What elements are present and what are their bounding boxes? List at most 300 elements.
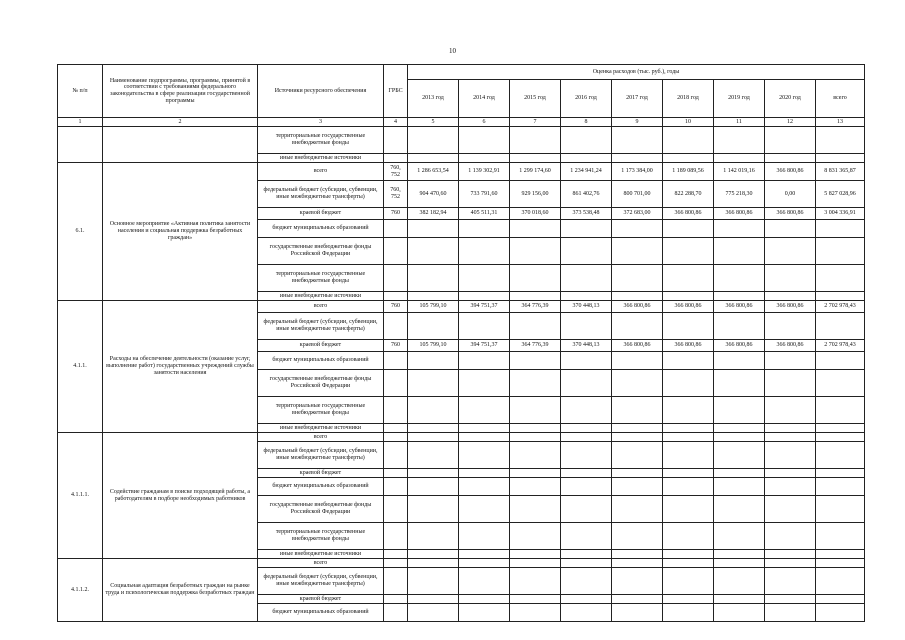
value-cell bbox=[765, 292, 816, 301]
value-cell bbox=[459, 238, 510, 265]
value-cell bbox=[561, 424, 612, 433]
value-cell bbox=[816, 469, 865, 478]
value-cell: 366 800,86 bbox=[663, 208, 714, 220]
item-name: Основное мероприятие «Активная политика занятости населения и социальная поддержка безработных граждан» bbox=[103, 163, 258, 301]
header-year: 2013 год bbox=[408, 80, 459, 118]
value-cell bbox=[459, 496, 510, 523]
value-cell bbox=[816, 352, 865, 370]
value-cell bbox=[765, 442, 816, 469]
value-cell bbox=[612, 433, 663, 442]
column-number: 5 bbox=[408, 118, 459, 127]
value-cell bbox=[561, 604, 612, 622]
value-cell: 366 800,86 bbox=[765, 163, 816, 181]
value-cell bbox=[459, 469, 510, 478]
value-cell bbox=[459, 559, 510, 568]
source-cell: краевой бюджет bbox=[258, 340, 384, 352]
value-cell bbox=[816, 550, 865, 559]
source-cell: территориальные государственные внебюджетные фонды bbox=[258, 265, 384, 292]
value-cell bbox=[459, 313, 510, 340]
value-cell bbox=[663, 478, 714, 496]
value-cell bbox=[714, 397, 765, 424]
value-cell bbox=[816, 154, 865, 163]
table-row bbox=[58, 433, 865, 442]
source-cell: иные внебюджетные источники bbox=[258, 424, 384, 433]
value-cell: 370 448,13 bbox=[561, 340, 612, 352]
value-cell bbox=[561, 478, 612, 496]
value-cell bbox=[765, 424, 816, 433]
value-cell bbox=[408, 442, 459, 469]
value-cell bbox=[408, 604, 459, 622]
value-cell: 366 800,86 bbox=[663, 301, 714, 313]
grbs-cell bbox=[384, 433, 408, 442]
header-year: всего bbox=[816, 80, 865, 118]
grbs-cell bbox=[384, 352, 408, 370]
value-cell bbox=[510, 154, 561, 163]
value-cell bbox=[612, 220, 663, 238]
value-cell bbox=[510, 397, 561, 424]
value-cell bbox=[561, 370, 612, 397]
value-cell bbox=[663, 424, 714, 433]
value-cell bbox=[714, 478, 765, 496]
value-cell bbox=[816, 265, 865, 292]
value-cell bbox=[459, 397, 510, 424]
value-cell: 929 156,00 bbox=[510, 181, 561, 208]
column-number: 8 bbox=[561, 118, 612, 127]
value-cell bbox=[612, 550, 663, 559]
value-cell bbox=[765, 265, 816, 292]
grbs-cell bbox=[384, 523, 408, 550]
value-cell: 8 831 365,87 bbox=[816, 163, 865, 181]
value-cell bbox=[510, 568, 561, 595]
value-cell bbox=[663, 370, 714, 397]
value-cell bbox=[816, 127, 865, 154]
value-cell bbox=[408, 568, 459, 595]
value-cell: 364 776,39 bbox=[510, 301, 561, 313]
value-cell bbox=[408, 433, 459, 442]
value-cell bbox=[612, 604, 663, 622]
value-cell bbox=[765, 154, 816, 163]
value-cell bbox=[459, 292, 510, 301]
source-cell: всего bbox=[258, 559, 384, 568]
value-cell: 382 182,94 bbox=[408, 208, 459, 220]
value-cell bbox=[459, 265, 510, 292]
value-cell bbox=[816, 238, 865, 265]
source-cell: территориальные государственные внебюджетные фонды bbox=[258, 523, 384, 550]
column-number: 11 bbox=[714, 118, 765, 127]
value-cell: 1 286 653,54 bbox=[408, 163, 459, 181]
value-cell bbox=[663, 127, 714, 154]
value-cell bbox=[459, 424, 510, 433]
grbs-cell bbox=[384, 550, 408, 559]
value-cell bbox=[408, 292, 459, 301]
value-cell bbox=[765, 352, 816, 370]
value-cell bbox=[714, 559, 765, 568]
grbs-cell bbox=[384, 292, 408, 301]
value-cell bbox=[612, 478, 663, 496]
value-cell bbox=[714, 352, 765, 370]
header-year: 2016 год bbox=[561, 80, 612, 118]
value-cell bbox=[510, 559, 561, 568]
value-cell bbox=[561, 397, 612, 424]
value-cell bbox=[714, 523, 765, 550]
source-cell: бюджет муниципальных образований bbox=[258, 352, 384, 370]
header-year: 2020 год bbox=[765, 80, 816, 118]
grbs-cell: 760 bbox=[384, 208, 408, 220]
value-cell bbox=[459, 478, 510, 496]
value-cell bbox=[510, 550, 561, 559]
value-cell bbox=[663, 265, 714, 292]
value-cell: 775 218,30 bbox=[714, 181, 765, 208]
value-cell: 370 448,13 bbox=[561, 301, 612, 313]
column-number: 6 bbox=[459, 118, 510, 127]
item-number: 4.1.1. bbox=[58, 301, 103, 433]
value-cell: 2 702 978,43 bbox=[816, 340, 865, 352]
header-estimate: Оценка расходов (тыс. руб.), годы bbox=[408, 65, 865, 80]
value-cell bbox=[408, 478, 459, 496]
value-cell bbox=[459, 127, 510, 154]
value-cell bbox=[459, 352, 510, 370]
value-cell bbox=[714, 550, 765, 559]
value-cell bbox=[510, 238, 561, 265]
grbs-cell: 760, 752 bbox=[384, 163, 408, 181]
source-cell: территориальные государственные внебюджетные фонды bbox=[258, 397, 384, 424]
column-number: 9 bbox=[612, 118, 663, 127]
source-cell: федеральный бюджет (субсидии, субвенции, иные межбюджетные трансферты) bbox=[258, 568, 384, 595]
column-number: 4 bbox=[384, 118, 408, 127]
value-cell bbox=[765, 469, 816, 478]
value-cell: 105 799,10 bbox=[408, 301, 459, 313]
source-cell: бюджет муниципальных образований bbox=[258, 220, 384, 238]
value-cell: 366 800,86 bbox=[765, 340, 816, 352]
value-cell bbox=[459, 604, 510, 622]
grbs-cell bbox=[384, 478, 408, 496]
value-cell bbox=[561, 313, 612, 340]
grbs-cell bbox=[384, 469, 408, 478]
value-cell bbox=[561, 292, 612, 301]
source-cell: бюджет муниципальных образований bbox=[258, 478, 384, 496]
budget-table bbox=[57, 64, 865, 622]
value-cell bbox=[612, 523, 663, 550]
value-cell bbox=[714, 604, 765, 622]
value-cell bbox=[765, 220, 816, 238]
source-cell: государственные внебюджетные фонды Российской Федерации bbox=[258, 238, 384, 265]
source-cell: краевой бюджет bbox=[258, 469, 384, 478]
source-cell: иные внебюджетные источники bbox=[258, 550, 384, 559]
value-cell: 1 142 019,16 bbox=[714, 163, 765, 181]
value-cell bbox=[459, 568, 510, 595]
value-cell bbox=[408, 469, 459, 478]
grbs-cell bbox=[384, 604, 408, 622]
item-name: Содействие гражданам в поиске подходящей работы, а работодателям в подборе необходимых работников bbox=[103, 433, 258, 559]
value-cell bbox=[714, 424, 765, 433]
value-cell bbox=[612, 424, 663, 433]
value-cell bbox=[408, 220, 459, 238]
value-cell bbox=[765, 238, 816, 265]
value-cell bbox=[765, 559, 816, 568]
value-cell bbox=[765, 433, 816, 442]
value-cell bbox=[663, 442, 714, 469]
value-cell bbox=[714, 220, 765, 238]
value-cell bbox=[714, 154, 765, 163]
value-cell bbox=[765, 523, 816, 550]
lead-name-cell bbox=[103, 127, 258, 163]
value-cell bbox=[663, 292, 714, 301]
value-cell bbox=[816, 370, 865, 397]
value-cell: 366 800,86 bbox=[714, 340, 765, 352]
value-cell: 0,00 bbox=[765, 181, 816, 208]
value-cell bbox=[510, 292, 561, 301]
grbs-cell bbox=[384, 220, 408, 238]
value-cell bbox=[765, 595, 816, 604]
source-cell: всего bbox=[258, 301, 384, 313]
value-cell bbox=[561, 469, 612, 478]
value-cell bbox=[612, 442, 663, 469]
value-cell: 2 702 978,43 bbox=[816, 301, 865, 313]
value-cell bbox=[663, 568, 714, 595]
value-cell: 822 288,70 bbox=[663, 181, 714, 208]
value-cell bbox=[663, 523, 714, 550]
value-cell bbox=[816, 313, 865, 340]
column-number: 13 bbox=[816, 118, 865, 127]
value-cell bbox=[561, 238, 612, 265]
grbs-cell bbox=[384, 424, 408, 433]
value-cell bbox=[714, 313, 765, 340]
source-cell: всего bbox=[258, 433, 384, 442]
value-cell bbox=[459, 433, 510, 442]
value-cell bbox=[765, 568, 816, 595]
grbs-cell bbox=[384, 238, 408, 265]
column-number: 12 bbox=[765, 118, 816, 127]
value-cell: 861 402,76 bbox=[561, 181, 612, 208]
value-cell bbox=[765, 478, 816, 496]
header-num: № п/п bbox=[58, 65, 103, 118]
value-cell bbox=[663, 496, 714, 523]
source-cell: государственные внебюджетные фонды Российской Федерации bbox=[258, 370, 384, 397]
value-cell bbox=[612, 496, 663, 523]
value-cell bbox=[714, 370, 765, 397]
value-cell bbox=[612, 370, 663, 397]
header-year: 2015 год bbox=[510, 80, 561, 118]
value-cell bbox=[612, 154, 663, 163]
value-cell bbox=[663, 559, 714, 568]
value-cell bbox=[408, 523, 459, 550]
value-cell bbox=[510, 604, 561, 622]
value-cell bbox=[384, 154, 408, 163]
grbs-cell: 760 bbox=[384, 301, 408, 313]
source-cell: федеральный бюджет (субсидии, субвенции, иные межбюджетные трансферты) bbox=[258, 313, 384, 340]
table-row bbox=[58, 163, 865, 181]
value-cell bbox=[714, 265, 765, 292]
value-cell bbox=[459, 442, 510, 469]
value-cell bbox=[561, 568, 612, 595]
header-grbs: ГРБС bbox=[384, 65, 408, 118]
grbs-cell bbox=[384, 370, 408, 397]
item-number: 6.1. bbox=[58, 163, 103, 301]
value-cell bbox=[510, 265, 561, 292]
grbs-cell: 760 bbox=[384, 340, 408, 352]
lead-num-cell bbox=[58, 127, 103, 163]
value-cell bbox=[561, 442, 612, 469]
value-cell bbox=[612, 595, 663, 604]
header-name: Наименование подпрограммы, программы, принятой в соответствии с требованиями федерального законодательства в сфере реализации государственной программы bbox=[103, 65, 258, 118]
value-cell bbox=[663, 238, 714, 265]
value-cell bbox=[561, 433, 612, 442]
value-cell bbox=[510, 478, 561, 496]
value-cell bbox=[714, 292, 765, 301]
value-cell bbox=[510, 469, 561, 478]
value-cell bbox=[816, 424, 865, 433]
table-row bbox=[58, 127, 865, 154]
value-cell bbox=[663, 595, 714, 604]
grbs-cell bbox=[384, 568, 408, 595]
grbs-cell bbox=[384, 496, 408, 523]
value-cell: 1 299 174,60 bbox=[510, 163, 561, 181]
source-cell: краевой бюджет bbox=[258, 208, 384, 220]
value-cell: 370 018,60 bbox=[510, 208, 561, 220]
grbs-cell bbox=[384, 559, 408, 568]
value-cell bbox=[765, 604, 816, 622]
value-cell bbox=[561, 559, 612, 568]
value-cell bbox=[408, 397, 459, 424]
value-cell: 105 799,10 bbox=[408, 340, 459, 352]
header-year: 2014 год bbox=[459, 80, 510, 118]
source-cell: федеральный бюджет (субсидии, субвенции, иные межбюджетные трансферты) bbox=[258, 181, 384, 208]
value-cell bbox=[816, 397, 865, 424]
value-cell bbox=[408, 559, 459, 568]
value-cell bbox=[408, 127, 459, 154]
value-cell: 1 173 384,00 bbox=[612, 163, 663, 181]
value-cell bbox=[384, 127, 408, 154]
value-cell: 366 800,86 bbox=[765, 208, 816, 220]
item-number: 4.1.1.1. bbox=[58, 433, 103, 559]
value-cell bbox=[510, 496, 561, 523]
source-cell: государственные внебюджетные фонды Российской Федерации bbox=[258, 496, 384, 523]
value-cell bbox=[612, 238, 663, 265]
value-cell bbox=[714, 442, 765, 469]
value-cell bbox=[561, 496, 612, 523]
value-cell bbox=[612, 265, 663, 292]
column-number: 7 bbox=[510, 118, 561, 127]
table-row bbox=[58, 559, 865, 568]
value-cell bbox=[408, 496, 459, 523]
value-cell bbox=[510, 127, 561, 154]
value-cell bbox=[765, 496, 816, 523]
table-row bbox=[58, 301, 865, 313]
value-cell bbox=[714, 469, 765, 478]
value-cell: 366 800,86 bbox=[612, 301, 663, 313]
value-cell: 394 751,37 bbox=[459, 301, 510, 313]
value-cell: 366 800,86 bbox=[765, 301, 816, 313]
value-cell bbox=[816, 523, 865, 550]
value-cell bbox=[612, 469, 663, 478]
value-cell bbox=[510, 220, 561, 238]
value-cell bbox=[561, 154, 612, 163]
value-cell: 366 800,86 bbox=[663, 340, 714, 352]
value-cell bbox=[663, 550, 714, 559]
grbs-cell: 760, 752 bbox=[384, 181, 408, 208]
value-cell: 366 800,86 bbox=[714, 301, 765, 313]
value-cell bbox=[408, 550, 459, 559]
column-number: 3 bbox=[258, 118, 384, 127]
value-cell: 372 683,00 bbox=[612, 208, 663, 220]
value-cell bbox=[816, 442, 865, 469]
value-cell: 366 800,86 bbox=[714, 208, 765, 220]
value-cell bbox=[408, 265, 459, 292]
value-cell bbox=[459, 523, 510, 550]
value-cell bbox=[816, 559, 865, 568]
value-cell bbox=[459, 550, 510, 559]
value-cell bbox=[816, 478, 865, 496]
value-cell bbox=[561, 352, 612, 370]
value-cell bbox=[459, 595, 510, 604]
header-source: Источники ресурсного обеспечения bbox=[258, 65, 384, 118]
value-cell bbox=[459, 220, 510, 238]
value-cell bbox=[510, 523, 561, 550]
value-cell bbox=[408, 424, 459, 433]
value-cell: 1 234 941,24 bbox=[561, 163, 612, 181]
value-cell bbox=[612, 568, 663, 595]
grbs-cell bbox=[384, 265, 408, 292]
value-cell bbox=[765, 370, 816, 397]
value-cell bbox=[714, 595, 765, 604]
grbs-cell bbox=[384, 442, 408, 469]
grbs-cell bbox=[384, 313, 408, 340]
value-cell bbox=[510, 370, 561, 397]
value-cell: 904 470,60 bbox=[408, 181, 459, 208]
value-cell bbox=[816, 604, 865, 622]
value-cell: 733 791,60 bbox=[459, 181, 510, 208]
value-cell: 394 751,37 bbox=[459, 340, 510, 352]
value-cell bbox=[714, 127, 765, 154]
value-cell bbox=[663, 604, 714, 622]
header-year: 2019 год bbox=[714, 80, 765, 118]
value-cell bbox=[663, 469, 714, 478]
value-cell bbox=[714, 568, 765, 595]
source-cell: всего bbox=[258, 163, 384, 181]
source-cell: федеральный бюджет (субсидии, субвенции, иные межбюджетные трансферты) bbox=[258, 442, 384, 469]
value-cell bbox=[408, 370, 459, 397]
item-name: Расходы на обеспечение деятельности (оказание услуг, выполнение работ) государственных учреждений службы занятости населения bbox=[103, 301, 258, 433]
value-cell bbox=[510, 313, 561, 340]
value-cell bbox=[714, 238, 765, 265]
value-cell: 1 189 089,56 bbox=[663, 163, 714, 181]
value-cell bbox=[408, 313, 459, 340]
value-cell bbox=[663, 397, 714, 424]
value-cell bbox=[816, 433, 865, 442]
grbs-cell bbox=[384, 595, 408, 604]
value-cell bbox=[612, 559, 663, 568]
value-cell bbox=[816, 496, 865, 523]
value-cell: 5 827 028,96 bbox=[816, 181, 865, 208]
source-cell: иные внебюджетные источники bbox=[258, 292, 384, 301]
value-cell: 3 004 336,91 bbox=[816, 208, 865, 220]
value-cell bbox=[561, 595, 612, 604]
value-cell bbox=[714, 433, 765, 442]
column-number: 1 bbox=[58, 118, 103, 127]
source-cell: территориальные государственные внебюджетные фонды bbox=[258, 127, 384, 154]
value-cell bbox=[765, 550, 816, 559]
source-cell: краевой бюджет bbox=[258, 595, 384, 604]
value-cell: 1 139 302,91 bbox=[459, 163, 510, 181]
value-cell bbox=[816, 568, 865, 595]
header-year: 2018 год bbox=[663, 80, 714, 118]
source-cell: иные внебюджетные источники bbox=[258, 154, 384, 163]
value-cell bbox=[765, 313, 816, 340]
value-cell bbox=[816, 220, 865, 238]
value-cell bbox=[612, 127, 663, 154]
value-cell bbox=[561, 523, 612, 550]
page-number: 10 bbox=[449, 47, 456, 55]
